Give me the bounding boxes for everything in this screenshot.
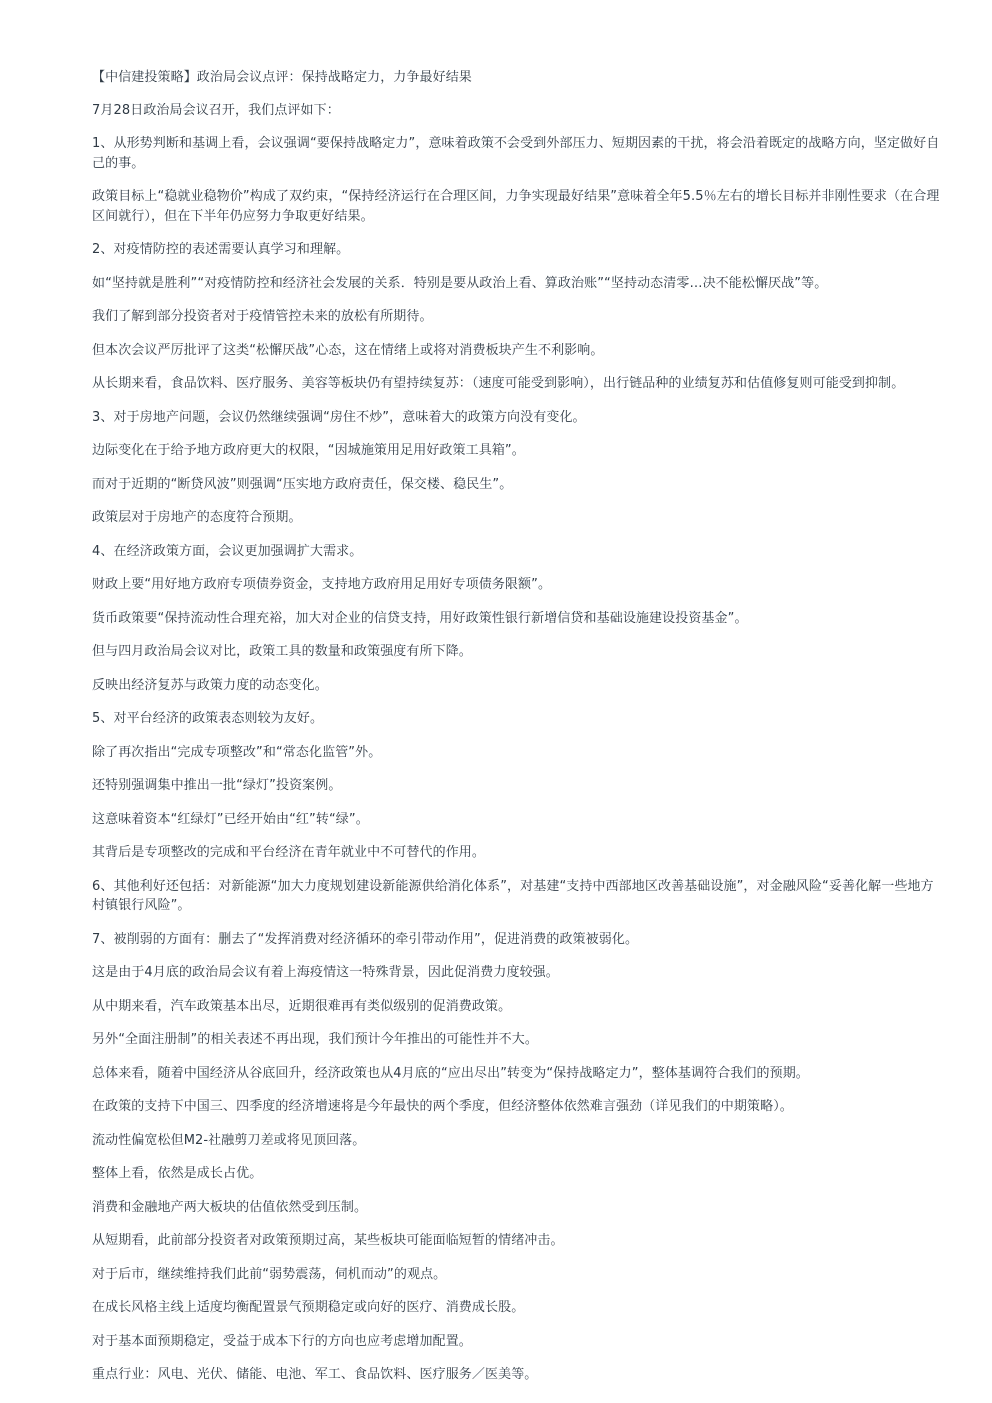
paragraph: 4、在经济政策方面，会议更加强调扩大需求。 bbox=[92, 543, 363, 559]
paragraph: 如“坚持就是胜利”“对疫情防控和经济社会发展的关系．特别是要从政治上看、算政治账”“坚持动态清零…决不能松懈厌战”等。 bbox=[92, 275, 828, 291]
paragraph: 我们了解到部分投资者对于疫情管控未来的放松有所期待。 bbox=[92, 309, 433, 324]
document-title: 【中信建投策略】政治局会议点评：保持战略定力，力争最好结果 bbox=[92, 70, 472, 85]
paragraph: 从短期看，此前部分投资者对政策预期过高，某些板块可能面临短暂的情绪冲击。 bbox=[92, 1233, 564, 1248]
paragraph: 对于基本面预期稳定，受益于成本下行的方向也应考虑增加配置。 bbox=[92, 1333, 472, 1349]
paragraph: 从中期来看，汽车政策基本出尽，近期很难再有类似级别的促消费政策。 bbox=[92, 998, 512, 1014]
paragraph: 政策目标上“稳就业稳物价”构成了双约束，“保持经济运行在合理区间，力争实现最好结果”意味着全年5.5％左右的增长目标并非刚性要求（在合理区间就行），但在下半年仍应努力争取更好结果。 bbox=[92, 189, 940, 224]
paragraph: 重点行业：风电、光伏、储能、电池、军工、食品饮料、医疗服务／医美等。 bbox=[92, 1367, 538, 1382]
paragraph: 总体来看，随着中国经济从谷底回升，经济政策也从4月底的“应出尽出”转变为“保持战略定力”，整体基调符合我们的预期。 bbox=[92, 1065, 809, 1081]
paragraph: 但与四月政治局会议对比，政策工具的数量和政策强度有所下降。 bbox=[92, 644, 472, 659]
paragraph: 3、对于房地产问题，会议仍然继续强调“房住不炒”，意味着大的政策方向没有变化。 bbox=[92, 409, 586, 425]
paragraph: 6、其他利好还包括：对新能源“加大力度规划建设新能源供给消化体系”，对基建“支持中西部地区改善基础设施”，对金融风险“妥善化解一些地方村镇银行风险”。 bbox=[92, 878, 934, 913]
paragraph: 反映出经济复苏与政策力度的动态变化。 bbox=[92, 677, 328, 693]
paragraph: 在政策的支持下中国三、四季度的经济增速将是今年最快的两个季度，但经济整体依然难言强劲（详见我们的中期策略）。 bbox=[92, 1099, 793, 1114]
paragraph: 整体上看，依然是成长占优。 bbox=[92, 1166, 263, 1181]
paragraph: 除了再次指出“完成专项整改”和“常态化监管”外。 bbox=[92, 744, 382, 760]
document-body bbox=[92, 68, 942, 1399]
paragraph: 对于后市，继续维持我们此前“弱势震荡，伺机而动”的观点。 bbox=[92, 1266, 447, 1282]
paragraph: 财政上要“用好地方政府专项债券资金，支持地方政府用足用好专项债务限额”。 bbox=[92, 577, 552, 592]
paragraph: 边际变化在于给予地方政府更大的权限，“因城施策用足用好政策工具箱”。 bbox=[92, 443, 525, 458]
paragraph: 2、对疫情防控的表述需要认真学习和理解。 bbox=[92, 242, 350, 257]
paragraph: 而对于近期的“断贷风波”则强调“压实地方政府责任，保交楼、稳民生”。 bbox=[92, 476, 513, 492]
paragraph: 但本次会议严厉批评了这类“松懈厌战”心态，这在情绪上或将对消费板块产生不利影响。 bbox=[92, 342, 604, 358]
paragraph: 还特别强调集中推出一批“绿灯”投资案例。 bbox=[92, 778, 342, 793]
paragraph: 政策层对于房地产的态度符合预期。 bbox=[92, 510, 302, 525]
paragraph: 7月28日政治局会议召开，我们点评如下： bbox=[92, 102, 340, 118]
paragraph: 1、从形势判断和基调上看，会议强调“要保持战略定力”，意味着政策不会受到外部压力、短期因素的干扰，将会沿着既定的战略方向，坚定做好自己的事。 bbox=[92, 136, 940, 171]
paragraph: 其背后是专项整改的完成和平台经济在青年就业中不可替代的作用。 bbox=[92, 845, 486, 860]
paragraph: 从长期来看，食品饮料、医疗服务、美容等板块仍有望持续复苏：（速度可能受到影响），出行链品种的业绩复苏和估值修复则可能受到抑制。 bbox=[92, 376, 905, 391]
paragraph: 流动性偏宽松但M2-社融剪刀差或将见顶回落。 bbox=[92, 1132, 366, 1148]
paragraph: 7、被削弱的方面有：删去了“发挥消费对经济循环的牵引带动作用”，促进消费的政策被弱化。 bbox=[92, 931, 639, 947]
paragraph: 货币政策要“保持流动性合理充裕，加大对企业的信贷支持，用好政策性银行新增信贷和基础设施建设投资基金”。 bbox=[92, 610, 748, 626]
paragraph: 消费和金融地产两大板块的估值依然受到压制。 bbox=[92, 1199, 368, 1215]
paragraph: 5、对平台经济的政策表态则较为友好。 bbox=[92, 711, 324, 726]
paragraph: 这意味着资本“红绿灯”已经开始由“红”转“绿”。 bbox=[92, 811, 369, 827]
paragraph: 这是由于4月底的政治局会议有着上海疫情这一特殊背景，因此促消费力度较强。 bbox=[92, 965, 559, 980]
paragraph: 在成长风格主线上适度均衡配置景气预期稳定或向好的医疗、消费成长股。 bbox=[92, 1300, 525, 1315]
paragraph: 另外“全面注册制”的相关表述不再出现，我们预计今年推出的可能性并不大。 bbox=[92, 1032, 538, 1047]
